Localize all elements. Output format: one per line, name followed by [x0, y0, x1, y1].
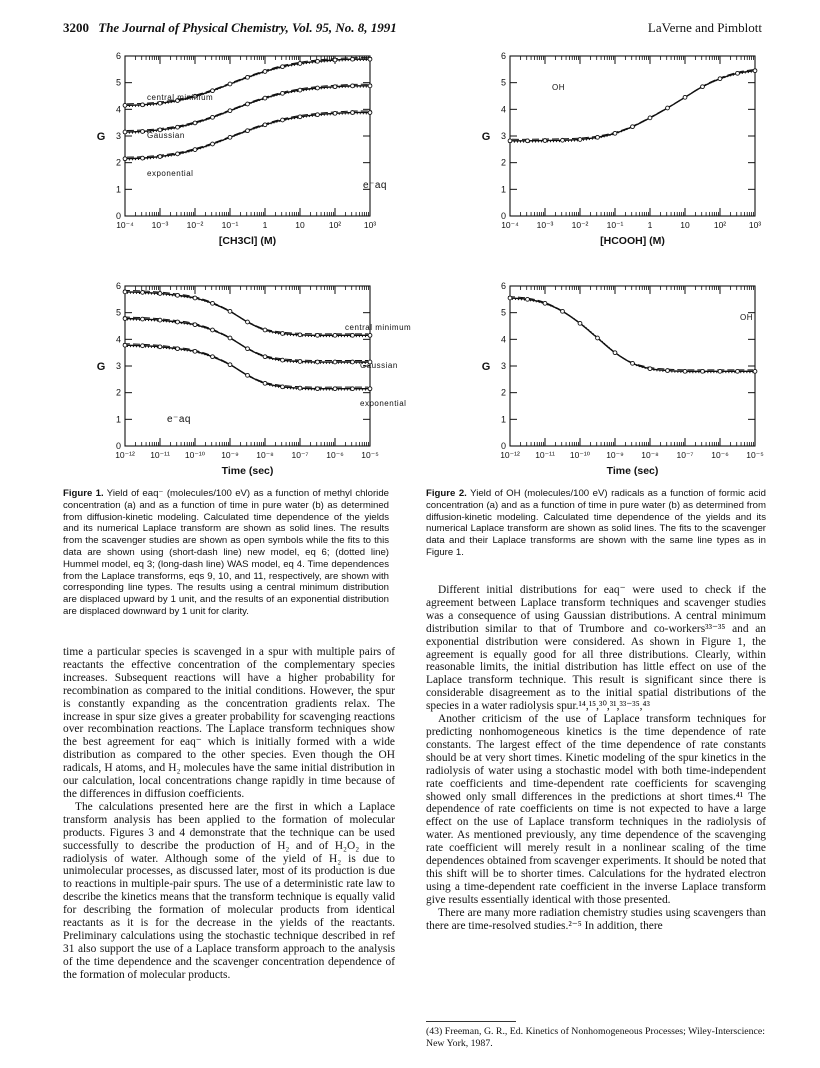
data-point — [176, 293, 180, 297]
data-point — [351, 84, 355, 88]
y-tick-label: 0 — [115, 211, 121, 221]
y-axis-label: G — [96, 131, 106, 143]
data-point — [263, 328, 267, 332]
series-line-dotted — [512, 299, 757, 372]
data-point — [753, 369, 757, 373]
x-tick-label: 10⁻⁹ — [221, 450, 239, 460]
data-point — [298, 333, 302, 337]
data-point — [123, 157, 127, 161]
x-tick-label: 10⁻² — [571, 220, 589, 230]
x-tick-label: 10⁻¹¹ — [535, 450, 555, 460]
data-point — [281, 65, 285, 69]
figure-2-caption-label: Figure 2. — [426, 488, 467, 499]
data-point — [246, 102, 250, 106]
data-point — [701, 85, 705, 89]
data-point — [211, 89, 215, 93]
data-point — [351, 387, 355, 391]
y-tick-label: 5 — [500, 307, 506, 318]
y-tick-label: 5 — [500, 77, 506, 88]
y-tick-label: 6 — [115, 281, 121, 291]
figure-1b-chart — [55, 278, 412, 493]
data-point — [718, 369, 722, 373]
data-point — [281, 332, 285, 336]
data-point — [561, 138, 565, 142]
data-point — [123, 130, 127, 134]
x-tick-label: 10² — [713, 220, 727, 230]
data-point — [613, 351, 617, 355]
y-tick-label: 4 — [115, 104, 121, 115]
data-point — [141, 291, 145, 295]
y-tick-label: 5 — [115, 307, 121, 318]
data-point — [123, 290, 127, 294]
series-line-solid — [125, 319, 370, 363]
figure-2b-chart — [440, 278, 780, 493]
data-point — [351, 333, 355, 337]
x-axis-label: [HCOOH] (M) — [600, 235, 665, 247]
y-tick-label: 3 — [115, 131, 121, 141]
data-point — [281, 358, 285, 362]
data-point — [263, 96, 267, 100]
series-line-long-dash — [127, 84, 372, 130]
data-point — [298, 62, 302, 66]
figure-1-caption-label: Figure 1. — [63, 488, 104, 499]
figure-1a-chart — [55, 48, 395, 263]
chart-annotation: e⁻aq — [167, 414, 191, 425]
series-line-solid — [510, 71, 755, 141]
data-point — [298, 360, 302, 364]
series-line-long-dash — [123, 317, 368, 361]
data-point — [613, 131, 617, 135]
y-tick-label: 6 — [115, 51, 121, 61]
y-axis-label: G — [96, 361, 106, 373]
data-point — [683, 369, 687, 373]
x-tick-label: 10⁻⁶ — [326, 450, 344, 460]
journal-citation: The Journal of Physical Chemistry, Vol. 95, No. 8, 1991 — [98, 20, 397, 35]
x-tick-label: 10⁻¹² — [500, 450, 520, 460]
chart-annotation: OH — [740, 313, 753, 322]
y-tick-label: 2 — [500, 387, 506, 398]
figure-2a-chart — [440, 48, 780, 263]
x-tick-label: 10⁻¹⁰ — [569, 450, 591, 460]
x-tick-label: 10⁻⁷ — [291, 450, 309, 460]
data-point — [263, 355, 267, 359]
y-tick-label: 3 — [500, 361, 506, 371]
x-tick-label: 10⁻¹² — [115, 450, 135, 460]
y-tick-label: 0 — [115, 441, 121, 451]
data-point — [648, 116, 652, 120]
chart-annotation: central minimum — [345, 323, 412, 332]
right-column-text — [426, 584, 766, 932]
data-point — [316, 59, 320, 63]
data-point — [176, 320, 180, 324]
data-point — [211, 142, 215, 146]
x-tick-label: 10⁻⁶ — [711, 450, 729, 460]
x-tick-label: 10⁻⁷ — [676, 450, 694, 460]
data-point — [316, 113, 320, 117]
data-point — [596, 135, 600, 139]
x-tick-label: 10 — [680, 220, 690, 230]
data-point — [753, 69, 757, 73]
plot-frame — [125, 286, 370, 446]
data-point — [211, 355, 215, 359]
data-point — [158, 318, 162, 322]
data-point — [736, 369, 740, 373]
x-tick-label: 10³ — [363, 220, 377, 230]
x-tick-label: 10⁻⁵ — [361, 450, 379, 460]
data-point — [228, 109, 232, 113]
data-point — [368, 111, 372, 115]
series-line-dotted — [127, 320, 372, 364]
y-tick-label: 6 — [500, 51, 506, 61]
data-point — [368, 57, 372, 61]
series-line-long-dash — [123, 344, 368, 388]
x-tick-label: 10⁻³ — [151, 220, 169, 230]
data-point — [508, 296, 512, 300]
data-point — [193, 121, 197, 125]
data-point — [351, 111, 355, 115]
x-tick-label: 10⁻¹ — [221, 220, 239, 230]
y-tick-label: 4 — [500, 104, 506, 115]
series-line-dotted — [127, 346, 372, 390]
data-point — [333, 387, 337, 391]
series-line-long-dash — [123, 290, 368, 334]
data-point — [368, 84, 372, 88]
data-point — [561, 309, 565, 313]
left-column-text — [63, 646, 395, 982]
data-point — [281, 385, 285, 389]
data-point — [176, 347, 180, 351]
y-axis-label: G — [481, 361, 491, 373]
data-point — [193, 349, 197, 353]
x-tick-label: 10⁻¹¹ — [150, 450, 170, 460]
data-point — [526, 139, 530, 143]
running-header-authors: LaVerne and Pimblott — [647, 20, 762, 35]
chart-annotation: e⁻aq — [363, 180, 387, 191]
plot-frame — [510, 286, 755, 446]
data-point — [123, 343, 127, 347]
data-point — [631, 361, 635, 365]
x-tick-label: 10⁻¹⁰ — [184, 450, 206, 460]
data-point — [193, 296, 197, 300]
y-tick-label: 2 — [115, 157, 121, 168]
data-point — [316, 333, 320, 337]
y-tick-label: 1 — [500, 414, 506, 425]
y-tick-label: 5 — [115, 77, 121, 88]
data-point — [316, 86, 320, 90]
data-point — [158, 292, 162, 296]
data-point — [141, 103, 145, 107]
data-point — [508, 139, 512, 143]
paragraph: There are many more radiation chemistry studies using scavengers than there are time-resolved studies.²⁻⁵ In addition, there — [426, 906, 766, 932]
data-point — [246, 75, 250, 79]
data-point — [176, 152, 180, 156]
x-tick-label: 10⁻⁴ — [116, 220, 134, 230]
y-tick-label: 0 — [500, 441, 506, 451]
data-point — [543, 301, 547, 305]
x-tick-label: 10⁻⁵ — [746, 450, 764, 460]
data-point — [526, 297, 530, 301]
x-tick-label: 10⁻⁸ — [256, 450, 274, 460]
data-point — [368, 333, 372, 337]
series-line-solid — [125, 345, 370, 389]
data-point — [246, 129, 250, 133]
y-tick-label: 4 — [500, 334, 506, 345]
paragraph: The calculations presented here are the first in which a Laplace transform analysis has been applied to the formation of molecular products. Figures 3 and 4 demonstrate that the technique can be used successfully to describe the production of H₂ and of H₂O₂ in the radiolysis of water. Although some of the yield of H₂ is due to unimolecular processes, as discussed later, most of its production is due to reactions in multiple-pair spurs. The use of a deterministic rate law to describe the kinetics means that the transform technique is equally valid for describing the formation of molecular products from identical reactants as it is for the decrease in the yields of the reactants. Preliminary calculations using the stochastic technique described in ref 31 also support the use of a Laplace transform approach to the analysis of the time dependence and the scavenger concentration dependence of the formation of molecular products. — [63, 800, 395, 981]
data-point — [211, 328, 215, 332]
data-point — [648, 367, 652, 371]
data-point — [351, 57, 355, 61]
figure-1-caption — [63, 488, 389, 618]
data-point — [246, 320, 250, 324]
data-point — [543, 139, 547, 143]
x-tick-label: 10⁻¹ — [606, 220, 624, 230]
data-point — [141, 344, 145, 348]
data-point — [263, 381, 267, 385]
data-point — [631, 125, 635, 129]
paragraph: time a particular species is scavenged in a spur with multiple pairs of reactants the effective concentration of the complementary species increases. Subsequent reactions will have a higher probability for recombination as compared to the initial conditions. However, the spur is constantly expanding as the concentration gradients relax. The increase in spur size gives a greater probability for scavenging reactions over recombination reactions. The Laplace transform techniques show the best agreement for eaq⁻ which is initially formed with a wide distribution as compared to the other species. Even though the OH radicals, H atoms, and H₂ molecules have the same initial distribution in our calculation, local concentrations change rapidly in time because of the differences in diffusion coefficients. — [63, 646, 395, 800]
series-line-solid — [125, 292, 370, 336]
footnote-rule — [426, 1021, 516, 1022]
data-point — [123, 103, 127, 107]
paragraph: Different initial distributions for eaq⁻ were used to check if the agreement between Laplace transform techniques and scavenger studies was a consequence of using Gaussian distributions. A central minimum distribution similar to that of Trumbore and co-workers³³⁻³⁵ and an exponential distribution were considered. As shown in Figure 1, the agreement is equally good for all three distributions. Clearly, within reasonable limits, the initial distribution has little effect on use of the Laplace transform technique. This result is significant since there is considerable disagreement as to the initial spatial distributions of the species in a water radiolysis spur.¹⁴,¹⁵,³⁰,³¹,³³⁻³⁵,⁴³ — [426, 584, 766, 713]
series-line-dotted — [508, 72, 753, 142]
data-point — [263, 70, 267, 74]
chart-annotation: OH — [552, 83, 565, 92]
x-tick-label: 10⁻² — [186, 220, 204, 230]
data-point — [333, 58, 337, 62]
data-point — [158, 345, 162, 349]
data-point — [298, 115, 302, 119]
data-point — [666, 369, 670, 373]
data-point — [123, 317, 127, 321]
x-tick-label: 10⁻³ — [536, 220, 554, 230]
data-point — [141, 130, 145, 134]
data-point — [718, 77, 722, 81]
page-number: 3200 — [63, 20, 89, 35]
paragraph: Another criticism of the use of Laplace transform techniques for predicting nonhomogeneous kinetics is the time dependence of rate constants. The largest effect of the time dependence of rate constants should be at very short times. Kinetic modeling of the spur kinetics in the radiolysis of water using a stochastic model with both time-independent rate coefficients and time-dependent rate coefficients for scavenging showed only small differences in the predictions at short times.⁴¹ The dependence of rate coefficients on time is not expected to have a large effect on the use of Laplace transform techniques in the radiolysis of water. As mentioned previously, any time dependence of the scavenging rate coefficient will merely result in a nonlinear scaling of the time dependences obtained from scavenger experiments. It should be noted that this shift will be to shorter times. Calculations for the hydrated electron using a time-dependent rate coefficient in the inverse Laplace transform give results essentially identical with those presented. — [426, 713, 766, 906]
x-axis-label: Time (sec) — [606, 465, 659, 477]
data-point — [351, 360, 355, 364]
y-tick-label: 0 — [500, 211, 506, 221]
y-tick-label: 1 — [115, 184, 121, 195]
data-point — [246, 373, 250, 377]
chart-annotation: exponential — [360, 399, 407, 408]
data-point — [736, 71, 740, 75]
data-point — [683, 95, 687, 99]
data-point — [333, 333, 337, 337]
data-point — [316, 387, 320, 391]
data-point — [368, 387, 372, 391]
data-point — [141, 156, 145, 160]
x-axis-label: [CH3Cl] (M) — [218, 235, 277, 247]
x-tick-label: 10⁻⁴ — [501, 220, 519, 230]
data-point — [228, 309, 232, 313]
data-point — [281, 91, 285, 95]
data-point — [176, 125, 180, 129]
data-point — [578, 138, 582, 142]
x-tick-label: 10⁻⁹ — [606, 450, 624, 460]
data-point — [596, 336, 600, 340]
figure-1-caption-text: Yield of eaq⁻ (molecules/100 eV) as a function of methyl chloride concentration (a) and as a function of time in pure water (b) as determined from diffusion-kinetic modeling. Calculated time dependence of the yields and its numerical Laplace transform are shown as solid lines. The results from the scavenger studies are shown as open symbols while the fits to this data are shown using (short-dash line) new model, eq 6; (dotted line) Hummel model, eq 3; (long-dash line) WAS model, eq 4. Time dependences from the Laplace transforms, eqs 9, 10, and 11, respectively, are shown with corresponding line types. The results using a central minimum distribution are displaced upward by 1 unit, and the results of an exponential distribution are displaced downward by 1 unit for clarity. — [63, 488, 389, 617]
y-tick-label: 3 — [115, 361, 121, 371]
chart-annotation: Gaussian — [147, 131, 185, 140]
data-point — [193, 323, 197, 327]
series-line-long-dash — [508, 297, 753, 370]
data-point — [333, 360, 337, 364]
chart-annotation: exponential — [147, 169, 194, 178]
data-point — [316, 360, 320, 364]
footnote: (43) Freeman, G. R., Ed. Kinetics of Nonhomogeneous Processes; Wiley-Interscience: New York, 1987. — [426, 1026, 765, 1049]
data-point — [211, 301, 215, 305]
data-point — [333, 85, 337, 89]
data-point — [298, 88, 302, 92]
data-point — [281, 118, 285, 122]
data-point — [263, 123, 267, 127]
series-line-solid — [510, 298, 755, 371]
y-axis-label: G — [481, 131, 491, 143]
data-point — [298, 386, 302, 390]
y-tick-label: 1 — [500, 184, 506, 195]
data-point — [333, 111, 337, 115]
data-point — [228, 336, 232, 340]
data-point — [228, 363, 232, 367]
y-tick-label: 6 — [500, 281, 506, 291]
figure-2-caption — [426, 488, 766, 559]
data-point — [141, 317, 145, 321]
x-tick-label: 10³ — [748, 220, 762, 230]
chart-annotation: central minimum — [147, 93, 214, 102]
data-point — [578, 321, 582, 325]
x-tick-label: 10⁻⁸ — [641, 450, 659, 460]
data-point — [228, 82, 232, 86]
y-tick-label: 2 — [115, 387, 121, 398]
x-tick-label: 10 — [295, 220, 305, 230]
x-tick-label: 1 — [262, 220, 268, 230]
data-point — [701, 369, 705, 373]
y-tick-label: 2 — [500, 157, 506, 168]
data-point — [193, 148, 197, 152]
chart-annotation: Gaussian — [360, 361, 398, 370]
running-header-left — [63, 20, 397, 36]
data-point — [666, 106, 670, 110]
y-tick-label: 1 — [115, 414, 121, 425]
data-point — [158, 155, 162, 159]
data-point — [228, 135, 232, 139]
figure-2-caption-text: Yield of OH (molecules/100 eV) radicals as a function of formic acid concentration (a) and as a function of time in pure water (b) as determined from diffusion-kinetic modeling. Calculated time dependence of the yields and its numerical Laplace transform are shown as solid lines. The fits to the scavenger data and their Laplace transforms are shown with the same line types as in Figure 1. — [426, 488, 766, 558]
x-axis-label: Time (sec) — [221, 465, 274, 477]
y-tick-label: 3 — [500, 131, 506, 141]
data-point — [246, 347, 250, 351]
series-line-dotted — [127, 293, 372, 337]
x-tick-label: 10² — [328, 220, 342, 230]
x-tick-label: 1 — [647, 220, 653, 230]
data-point — [211, 115, 215, 119]
y-tick-label: 4 — [115, 334, 121, 345]
